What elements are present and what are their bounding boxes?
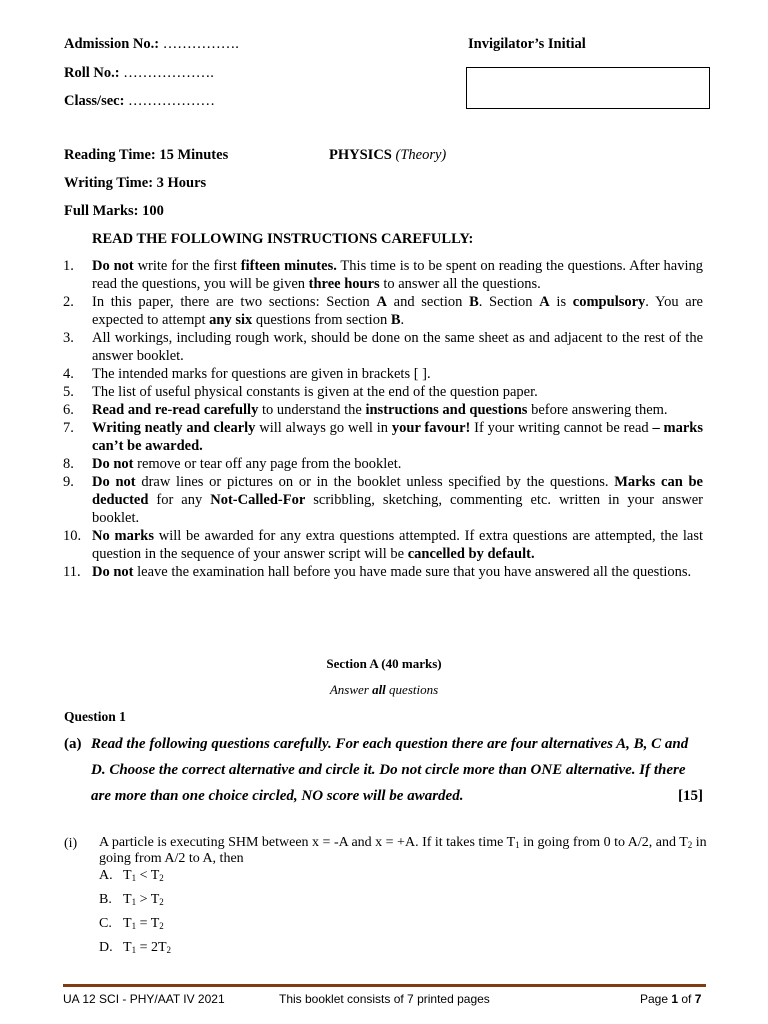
footer-rule — [63, 984, 706, 987]
instruction-text — [92, 401, 703, 419]
admission-no-dots: ……………. — [159, 36, 239, 52]
option-operator: > — [136, 892, 151, 907]
instruction-fragment: before answering them. — [527, 402, 668, 418]
option-lhs: T — [123, 916, 132, 931]
question-1-label: Question 1 — [64, 709, 126, 724]
instruction-emphasis: – marks can’t be awarded. — [92, 420, 703, 454]
option-rhs: T — [150, 916, 160, 931]
instruction-emphasis: any six — [209, 312, 253, 328]
option-lhs: T — [123, 868, 132, 883]
instruction-fragment: scribbling, sketching, commenting etc. written in your answer booklet. — [92, 492, 704, 526]
admission-no-label: Admission No.: — [64, 36, 160, 52]
instruction-emphasis: your favour! — [391, 420, 471, 436]
part-a-text: Read the following questions carefully. For each question there are four alternatives A, B, C and D. Choose the correct alternative and circle it. Do not circle more than ONE alternative. If there are more than one choice circled, NO score will be awarded. — [91, 736, 689, 804]
instruction-fragment: The list of useful physical constants is given at the end of the question paper. — [92, 384, 538, 400]
answer-all: all — [372, 682, 386, 697]
roll-no-label: Roll No.: — [64, 65, 120, 81]
instruction-fragment: write for the first — [133, 258, 241, 274]
instruction-fragment: to understand the — [258, 402, 366, 418]
footer-code: UA 12 SCI - PHY/AAT IV 2021 — [63, 992, 225, 1006]
full-marks: Full Marks: 100 — [64, 203, 164, 219]
instruction-item — [63, 455, 703, 473]
roll-no-field — [64, 64, 214, 82]
instruction-number: 3. — [63, 330, 74, 346]
instruction-number: 4. — [63, 366, 74, 382]
option-rhs: T — [150, 892, 160, 907]
option-letter: B. — [99, 892, 112, 907]
instruction-fragment: . You are expected to attempt — [92, 294, 703, 328]
instruction-item — [63, 401, 703, 419]
option-operator: < — [136, 868, 151, 883]
instruction-emphasis: A — [539, 294, 550, 310]
item-i-sub-1: 1 — [515, 840, 520, 850]
instruction-emphasis: Writing neatly and clearly — [92, 420, 256, 436]
instruction-emphasis: Not-Called-For — [210, 492, 306, 508]
instruction-text — [92, 365, 703, 383]
instruction-number: 1. — [63, 258, 74, 274]
instruction-text — [92, 383, 703, 401]
option-c — [99, 915, 164, 933]
instruction-fragment: leave the examination hall before you have made sure that you have answered all the questions. — [133, 564, 692, 580]
item-i-label: (i) — [64, 836, 78, 851]
option-rhs-sub: 2 — [159, 873, 164, 883]
instruction-emphasis: A — [376, 294, 387, 310]
instruction-number: 10. — [63, 528, 82, 544]
instruction-emphasis: Do not — [92, 474, 136, 490]
option-a — [99, 867, 164, 885]
instruction-text — [92, 527, 703, 563]
option-d — [99, 939, 171, 957]
instruction-text — [92, 563, 703, 581]
instruction-fragment: If your writing cannot be read — [470, 420, 653, 436]
class-sec-field — [64, 92, 215, 110]
instruction-text — [92, 473, 703, 527]
instruction-emphasis: Do not — [92, 564, 134, 580]
instruction-fragment: . — [400, 312, 405, 328]
option-rhs-sub: 2 — [159, 897, 164, 907]
answer-prefix: Answer — [329, 682, 373, 697]
instruction-item — [63, 473, 703, 527]
footer-booklet-note: This booklet consists of 7 printed pages — [279, 992, 490, 1006]
instruction-item — [63, 257, 703, 293]
option-lhs-sub: 1 — [131, 897, 137, 907]
item-i-text — [99, 835, 709, 867]
instruction-number: 8. — [63, 456, 74, 472]
subject-name: PHYSICS — [329, 147, 392, 163]
answer-suffix: questions — [385, 682, 439, 697]
instruction-text — [92, 419, 703, 455]
instruction-emphasis: cancelled by default. — [407, 546, 535, 562]
instruction-item — [63, 563, 703, 581]
option-lhs-sub: 1 — [131, 873, 137, 883]
instruction-item — [63, 383, 703, 401]
instruction-emphasis: compulsory — [572, 294, 646, 310]
option-rhs: T — [150, 868, 160, 883]
subject-type: (Theory) — [395, 147, 447, 163]
instruction-number: 7. — [63, 420, 74, 436]
instruction-item — [63, 527, 703, 563]
instruction-fragment: will always go well in — [255, 420, 392, 436]
instruction-emphasis: three hours — [308, 276, 380, 292]
item-i-text-part-2: in going from 0 to A/2, and T — [519, 835, 688, 850]
instruction-text — [92, 455, 703, 473]
instruction-fragment: will be awarded for any extra questions attempted. If extra questions are attempted, the last question in the sequence of your answer script will be — [92, 528, 703, 562]
instruction-emphasis: Do not — [92, 456, 134, 472]
page-of: of — [678, 992, 695, 1006]
item-i-text-part-3: in going from A/2 to A, then — [99, 835, 707, 866]
part-a-text-block — [91, 731, 703, 809]
instruction-number: 5. — [63, 384, 74, 400]
instruction-emphasis: No marks — [92, 528, 154, 544]
option-letter: D. — [99, 940, 113, 955]
instructions-heading: READ THE FOLLOWING INSTRUCTIONS CAREFULLY: — [92, 231, 474, 247]
item-i-text-part-1: A particle is executing SHM between x = -A and x = +A. If it takes time T — [99, 835, 516, 850]
instruction-emphasis: B — [390, 312, 401, 328]
option-rhs-sub: 2 — [159, 921, 164, 931]
instruction-item — [63, 365, 703, 383]
writing-time: Writing Time: 3 Hours — [64, 175, 207, 191]
instruction-number: 9. — [63, 474, 74, 490]
page-total: 7 — [694, 992, 702, 1006]
admission-no-field — [64, 35, 239, 53]
instruction-fragment: questions from section — [252, 312, 391, 328]
part-a-label: (a) — [64, 736, 82, 752]
instruction-emphasis: Read and re-read carefully — [92, 402, 259, 418]
option-rhs: 2T — [150, 940, 167, 955]
option-lhs-sub: 1 — [131, 945, 137, 955]
class-sec-dots: ……………… — [124, 93, 216, 109]
page-current: 1 — [671, 992, 679, 1006]
option-letter: C. — [99, 916, 112, 931]
roll-no-dots: ………………. — [119, 65, 214, 81]
class-sec-label: Class/sec: — [64, 93, 125, 109]
instruction-fragment: and section — [386, 294, 470, 310]
instruction-fragment: The intended marks for questions are given in brackets [ ]. — [92, 366, 431, 382]
part-a-marks: [15] — [678, 788, 703, 804]
section-a-instruction — [0, 681, 768, 699]
option-operator: = — [136, 940, 151, 955]
instruction-fragment: to answer all the questions. — [379, 276, 541, 292]
invigilator-initial-label: Invigilator’s Initial — [468, 36, 586, 52]
instruction-number: 2. — [63, 294, 74, 310]
instruction-text — [92, 257, 703, 293]
instruction-text — [92, 329, 703, 365]
option-rhs-sub: 2 — [166, 945, 172, 955]
item-i-sub-2: 2 — [687, 840, 693, 850]
page-prefix: Page — [640, 992, 672, 1006]
option-b — [99, 891, 164, 909]
reading-time: Reading Time: 15 Minutes — [64, 147, 229, 163]
instruction-fragment: for any — [148, 492, 211, 508]
instruction-fragment: In this paper, there are two sections: Section — [92, 294, 377, 310]
invigilator-initial-box — [466, 67, 710, 109]
option-operator: = — [136, 916, 151, 931]
option-lhs: T — [123, 940, 132, 955]
instruction-fragment: remove or tear off any page from the booklet. — [133, 456, 402, 472]
option-lhs: T — [123, 892, 132, 907]
instruction-fragment: is — [549, 294, 573, 310]
instruction-number: 11. — [63, 564, 81, 580]
instruction-emphasis: instructions and questions — [365, 402, 528, 418]
subject-title — [329, 146, 446, 164]
option-letter: A. — [99, 868, 113, 883]
instruction-number: 6. — [63, 402, 74, 418]
instruction-fragment: draw lines or pictures on or in the booklet unless specified by the questions. — [135, 474, 615, 490]
instruction-emphasis: B — [469, 294, 479, 310]
instruction-item — [63, 329, 703, 365]
instruction-emphasis: fifteen minutes. — [240, 258, 337, 274]
instruction-item — [63, 293, 703, 329]
option-lhs-sub: 1 — [131, 921, 137, 931]
instruction-emphasis: Do not — [92, 258, 134, 274]
instruction-text — [92, 293, 703, 329]
instruction-emphasis: Marks can be deducted — [92, 474, 703, 508]
instruction-fragment: . Section — [478, 294, 540, 310]
instructions-list — [63, 257, 703, 581]
footer-page-number — [640, 990, 701, 1008]
section-a-title: Section A (40 marks) — [326, 656, 442, 671]
instruction-fragment: This time is to be spent on reading the questions. After having read the questions, you will be given — [92, 258, 703, 292]
instruction-fragment: All workings, including rough work, should be done on the same sheet as and adjacent to the rest of the answer booklet. — [92, 330, 703, 364]
instruction-item — [63, 419, 703, 455]
